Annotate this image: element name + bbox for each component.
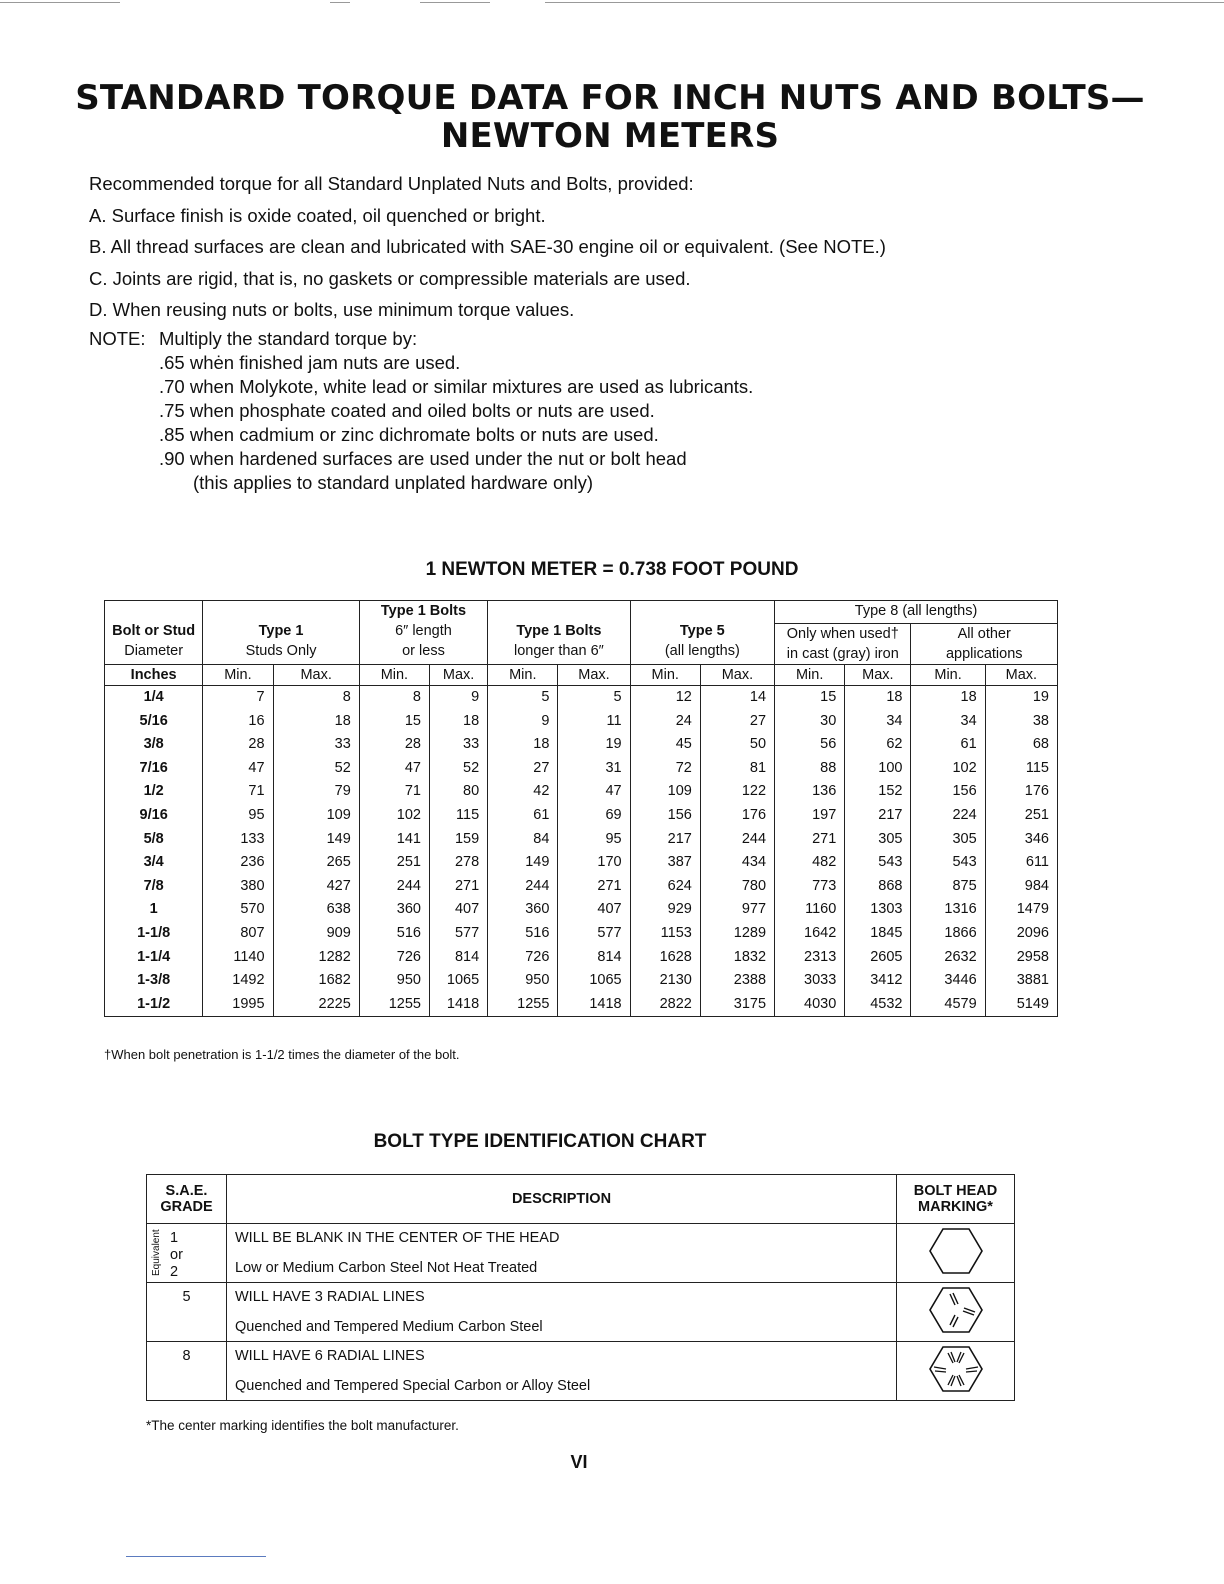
torque-row [105, 898, 1058, 922]
dagger-footnote: †When bolt penetration is 1-1/2 times the diameter of the bolt. [104, 1047, 460, 1062]
scan-edge-line [330, 2, 350, 3]
torque-value-cell: 638 [273, 898, 359, 922]
torque-value-cell: 2632 [911, 946, 985, 970]
hex-blank-icon [928, 1226, 984, 1276]
material-line: Low or Medium Carbon Steel Not Heat Treated [235, 1260, 538, 1276]
torque-value-cell: 2313 [775, 946, 845, 970]
scan-edge-line [545, 2, 1224, 3]
header-text: Studs Only [245, 643, 317, 659]
header-text: Bolt or Stud [112, 623, 196, 639]
grade-row [147, 1283, 1015, 1342]
torque-value-cell: 38 [985, 710, 1057, 734]
grade-value: 1 [170, 1230, 179, 1246]
header-text: MARKING* [918, 1199, 993, 1215]
torque-value-cell: 79 [273, 780, 359, 804]
header-text: Type 1 Bolts [380, 603, 467, 619]
torque-value-cell: 387 [630, 851, 700, 875]
header-text: Type 5 [679, 623, 725, 639]
inches-header: Inches [105, 665, 203, 686]
torque-row [105, 757, 1058, 781]
torque-value-cell: 115 [430, 804, 488, 828]
torque-value-cell: 807 [203, 922, 273, 946]
torque-value-cell: 217 [630, 828, 700, 852]
bolt-size-cell: 3/8 [105, 733, 203, 757]
torque-value-cell: 102 [359, 804, 429, 828]
torque-value-cell: 271 [430, 875, 488, 899]
torque-value-cell: 984 [985, 875, 1057, 899]
torque-value-cell: 516 [488, 922, 558, 946]
torque-value-cell: 52 [273, 757, 359, 781]
torque-value-cell: 977 [700, 898, 774, 922]
torque-value-cell: 1866 [911, 922, 985, 946]
torque-row [105, 686, 1058, 710]
torque-value-cell: 72 [630, 757, 700, 781]
torque-value-cell: 52 [430, 757, 488, 781]
torque-value-cell: 1418 [430, 993, 488, 1017]
ident-chart-title: BOLT TYPE IDENTIFICATION CHART [373, 1131, 707, 1152]
description-line: WILL BE BLANK IN THE CENTER OF THE HEAD [235, 1230, 560, 1246]
torque-value-cell: 244 [488, 875, 558, 899]
torque-value-cell: 159 [430, 828, 488, 852]
torque-value-cell: 34 [845, 710, 911, 734]
torque-value-cell: 33 [430, 733, 488, 757]
torque-value-cell: 543 [911, 851, 985, 875]
note-item: .65 whėn finished jam nuts are used. [159, 352, 461, 373]
header-text: applications [945, 646, 1023, 662]
torque-value-cell: 16 [203, 710, 273, 734]
hex-3-lines-icon [928, 1285, 984, 1335]
torque-row [105, 804, 1058, 828]
torque-value-cell: 271 [558, 875, 630, 899]
torque-value-cell: 69 [558, 804, 630, 828]
torque-value-cell: 2225 [273, 993, 359, 1017]
torque-value-cell: 305 [911, 828, 985, 852]
torque-value-cell: 8 [359, 686, 429, 710]
torque-value-cell: 482 [775, 851, 845, 875]
note-item: .70 when Molykote, white lead or similar mixtures are used as lubricants. [159, 376, 754, 397]
torque-value-cell: 1492 [203, 969, 273, 993]
grade-cell [147, 1224, 227, 1283]
torque-value-cell: 34 [911, 710, 985, 734]
torque-value-cell: 1316 [911, 898, 985, 922]
torque-value-cell: 7 [203, 686, 273, 710]
torque-value-cell: 80 [430, 780, 488, 804]
torque-value-cell: 42 [488, 780, 558, 804]
torque-value-cell: 100 [845, 757, 911, 781]
torque-value-cell: 141 [359, 828, 429, 852]
equivalent-label: Equivalent [151, 1229, 162, 1277]
torque-value-cell: 346 [985, 828, 1057, 852]
torque-value-cell: 5 [558, 686, 630, 710]
torque-value-cell: 909 [273, 922, 359, 946]
condition-item: D. When reusing nuts or bolts, use minimum torque values. [89, 299, 575, 320]
bolt-size-cell: 1-3/8 [105, 969, 203, 993]
type8-other-header [911, 624, 1058, 665]
torque-value-cell: 176 [985, 780, 1057, 804]
hex-6-lines-icon [928, 1344, 984, 1394]
description-cell [227, 1283, 897, 1342]
note-item: .90 when hardened surfaces are used under the nut or bolt head [159, 448, 687, 469]
torque-value-cell: 1160 [775, 898, 845, 922]
torque-value-cell: 176 [700, 804, 774, 828]
torque-value-cell: 1418 [558, 993, 630, 1017]
torque-value-cell: 3175 [700, 993, 774, 1017]
torque-value-cell: 2388 [700, 969, 774, 993]
torque-value-cell: 1479 [985, 898, 1057, 922]
torque-value-cell: 170 [558, 851, 630, 875]
torque-value-cell: 18 [273, 710, 359, 734]
bolt-size-cell: 7/8 [105, 875, 203, 899]
torque-value-cell: 950 [359, 969, 429, 993]
torque-value-cell: 30 [775, 710, 845, 734]
marking-header [897, 1175, 1015, 1224]
torque-value-cell: 102 [911, 757, 985, 781]
torque-row [105, 875, 1058, 899]
torque-value-cell: 95 [558, 828, 630, 852]
torque-value-cell: 2096 [985, 922, 1057, 946]
torque-value-cell: 11 [558, 710, 630, 734]
torque-value-cell: 33 [273, 733, 359, 757]
torque-value-cell: 217 [845, 804, 911, 828]
torque-value-cell: 136 [775, 780, 845, 804]
torque-value-cell: 56 [775, 733, 845, 757]
torque-value-cell: 95 [203, 804, 273, 828]
min-header: Min. [775, 665, 845, 686]
torque-value-cell: 19 [985, 686, 1057, 710]
bolt-ident-table [146, 1174, 1015, 1401]
torque-value-cell: 88 [775, 757, 845, 781]
torque-value-cell: 3412 [845, 969, 911, 993]
torque-value-cell: 726 [359, 946, 429, 970]
header-text: BOLT HEAD [913, 1183, 998, 1199]
bolt-size-cell: 1/4 [105, 686, 203, 710]
torque-value-cell: 236 [203, 851, 273, 875]
grade-or: or [170, 1247, 183, 1263]
torque-value-cell: 27 [700, 710, 774, 734]
torque-value-cell: 360 [359, 898, 429, 922]
torque-value-cell: 570 [203, 898, 273, 922]
condition-item: A. Surface finish is oxide coated, oil quenched or bright. [89, 204, 546, 226]
bolt-size-cell: 5/16 [105, 710, 203, 734]
min-header: Min. [630, 665, 700, 686]
bolt-size-cell: 7/16 [105, 757, 203, 781]
torque-value-cell: 45 [630, 733, 700, 757]
scan-edge-line [0, 2, 120, 3]
torque-value-cell: 5149 [985, 993, 1057, 1017]
torque-value-cell: 4579 [911, 993, 985, 1017]
min-header: Min. [488, 665, 558, 686]
note-sub: (this applies to standard unplated hardware only) [193, 472, 594, 493]
max-header: Max. [558, 665, 630, 686]
header-text: GRADE [160, 1199, 213, 1215]
description-cell [227, 1224, 897, 1283]
torque-value-cell: 244 [359, 875, 429, 899]
header-text: All other [957, 626, 1011, 642]
torque-value-cell: 1255 [488, 993, 558, 1017]
torque-value-cell: 1995 [203, 993, 273, 1017]
torque-value-cell: 156 [911, 780, 985, 804]
torque-value-cell: 4532 [845, 993, 911, 1017]
header-text: 6″ length [395, 623, 452, 639]
torque-value-cell: 2605 [845, 946, 911, 970]
note-label: NOTE: [89, 328, 146, 349]
page-number: VI [570, 1452, 588, 1472]
type8-cast-iron-header [775, 624, 911, 665]
type5-header [630, 601, 774, 665]
torque-value-cell: 28 [359, 733, 429, 757]
header-text: or less [402, 643, 445, 659]
torque-value-cell: 2822 [630, 993, 700, 1017]
torque-table [104, 600, 1058, 1017]
bolt-size-cell: 1/2 [105, 780, 203, 804]
torque-value-cell: 3033 [775, 969, 845, 993]
grade-header [147, 1175, 227, 1224]
torque-value-cell: 780 [700, 875, 774, 899]
torque-row [105, 946, 1058, 970]
grade-cell: 8 [147, 1342, 227, 1401]
min-header: Min. [911, 665, 985, 686]
torque-value-cell: 122 [700, 780, 774, 804]
torque-value-cell: 1065 [430, 969, 488, 993]
torque-value-cell: 1628 [630, 946, 700, 970]
torque-value-cell: 115 [985, 757, 1057, 781]
torque-row [105, 851, 1058, 875]
conversion-heading: 1 NEWTON METER = 0.738 FOOT POUND [425, 559, 799, 580]
torque-value-cell: 577 [558, 922, 630, 946]
torque-value-cell: 875 [911, 875, 985, 899]
torque-value-cell: 71 [359, 780, 429, 804]
header-text: Diameter [124, 643, 184, 659]
torque-value-cell: 1065 [558, 969, 630, 993]
note-item: .85 when cadmium or zinc dichromate bolts or nuts are used. [159, 424, 659, 445]
torque-value-cell: 109 [630, 780, 700, 804]
torque-value-cell: 14 [700, 686, 774, 710]
bolt-size-cell: 1-1/4 [105, 946, 203, 970]
description-line: WILL HAVE 6 RADIAL LINES [235, 1348, 425, 1364]
marking-cell [897, 1342, 1015, 1401]
description-line: WILL HAVE 3 RADIAL LINES [235, 1289, 425, 1305]
torque-value-cell: 1255 [359, 993, 429, 1017]
torque-value-cell: 3446 [911, 969, 985, 993]
torque-value-cell: 4030 [775, 993, 845, 1017]
condition-item: C. Joints are rigid, that is, no gaskets or compressible materials are used. [89, 267, 691, 289]
torque-value-cell: 47 [203, 757, 273, 781]
torque-value-cell: 271 [775, 828, 845, 852]
torque-value-cell: 265 [273, 851, 359, 875]
torque-value-cell: 2130 [630, 969, 700, 993]
torque-value-cell: 278 [430, 851, 488, 875]
bolt-size-cell: 9/16 [105, 804, 203, 828]
torque-value-cell: 407 [558, 898, 630, 922]
torque-value-cell: 1832 [700, 946, 774, 970]
torque-row [105, 828, 1058, 852]
torque-value-cell: 81 [700, 757, 774, 781]
max-header: Max. [985, 665, 1057, 686]
torque-value-cell: 1282 [273, 946, 359, 970]
page-subtitle: NEWTON METERS [440, 116, 780, 156]
torque-row [105, 710, 1058, 734]
torque-row [105, 969, 1058, 993]
header-text: (all lengths) [664, 643, 740, 659]
header-text: in cast (gray) iron [786, 646, 899, 662]
torque-value-cell: 9 [430, 686, 488, 710]
torque-value-cell: 407 [430, 898, 488, 922]
torque-value-cell: 28 [203, 733, 273, 757]
torque-value-cell: 71 [203, 780, 273, 804]
type1-bolts-long-header [488, 601, 630, 665]
grade-cell: 5 [147, 1283, 227, 1342]
torque-value-cell: 15 [359, 710, 429, 734]
torque-value-cell: 1845 [845, 922, 911, 946]
torque-value-cell: 516 [359, 922, 429, 946]
torque-value-cell: 929 [630, 898, 700, 922]
grade-row [147, 1342, 1015, 1401]
torque-value-cell: 1289 [700, 922, 774, 946]
min-header: Min. [359, 665, 429, 686]
torque-value-cell: 47 [359, 757, 429, 781]
max-header: Max. [273, 665, 359, 686]
star-footnote: *The center marking identifies the bolt manufacturer. [146, 1418, 459, 1433]
torque-value-cell: 149 [488, 851, 558, 875]
description-cell [227, 1342, 897, 1401]
max-header: Max. [430, 665, 488, 686]
header-text: S.A.E. [165, 1183, 208, 1199]
note-item: .75 when phosphate coated and oiled bolts or nuts are used. [159, 400, 655, 421]
torque-value-cell: 18 [845, 686, 911, 710]
page-title: STANDARD TORQUE DATA FOR INCH NUTS AND BOLTS— [75, 78, 1145, 118]
torque-value-cell: 624 [630, 875, 700, 899]
torque-value-cell: 18 [911, 686, 985, 710]
torque-value-cell: 24 [630, 710, 700, 734]
torque-value-cell: 156 [630, 804, 700, 828]
torque-value-cell: 5 [488, 686, 558, 710]
header-text: Only when used† [786, 626, 899, 642]
torque-row [105, 733, 1058, 757]
torque-value-cell: 1682 [273, 969, 359, 993]
torque-value-cell: 868 [845, 875, 911, 899]
torque-value-cell: 109 [273, 804, 359, 828]
torque-value-cell: 251 [359, 851, 429, 875]
header-text: Type 1 [258, 623, 304, 639]
torque-value-cell: 814 [558, 946, 630, 970]
bolt-size-cell: 1-1/2 [105, 993, 203, 1017]
torque-value-cell: 149 [273, 828, 359, 852]
torque-value-cell: 1140 [203, 946, 273, 970]
torque-value-cell: 27 [488, 757, 558, 781]
material-line: Quenched and Tempered Medium Carbon Steel [235, 1319, 543, 1335]
description-header: DESCRIPTION [227, 1175, 897, 1224]
marking-cell [897, 1283, 1015, 1342]
torque-value-cell: 61 [911, 733, 985, 757]
note-block [89, 327, 1109, 495]
torque-value-cell: 9 [488, 710, 558, 734]
torque-row [105, 993, 1058, 1017]
bolt-size-cell: 3/4 [105, 851, 203, 875]
torque-table-body [105, 686, 1058, 1017]
torque-value-cell: 577 [430, 922, 488, 946]
marking-cell [897, 1224, 1015, 1283]
torque-value-cell: 15 [775, 686, 845, 710]
header-text: Type 1 Bolts [516, 623, 602, 639]
grade-value: 2 [170, 1264, 179, 1280]
torque-value-cell: 224 [911, 804, 985, 828]
max-header: Max. [700, 665, 774, 686]
bolt-size-cell: 1 [105, 898, 203, 922]
scan-edge-line [126, 1556, 266, 1557]
torque-value-cell: 3881 [985, 969, 1057, 993]
torque-value-cell: 251 [985, 804, 1057, 828]
torque-value-cell: 18 [488, 733, 558, 757]
max-header: Max. [845, 665, 911, 686]
torque-value-cell: 19 [558, 733, 630, 757]
note-lead: Multiply the standard torque by: [159, 328, 418, 349]
torque-row [105, 780, 1058, 804]
condition-item: B. All thread surfaces are clean and lubricated with SAE-30 engine oil or equivalent. (See NOTE.) [89, 236, 886, 257]
torque-value-cell: 1303 [845, 898, 911, 922]
torque-value-cell: 434 [700, 851, 774, 875]
torque-value-cell: 2958 [985, 946, 1057, 970]
torque-value-cell: 611 [985, 851, 1057, 875]
torque-value-cell: 18 [430, 710, 488, 734]
torque-value-cell: 152 [845, 780, 911, 804]
torque-value-cell: 244 [700, 828, 774, 852]
material-line: Quenched and Tempered Special Carbon or Alloy Steel [235, 1378, 591, 1394]
torque-value-cell: 305 [845, 828, 911, 852]
grade-row [147, 1224, 1015, 1283]
torque-value-cell: 47 [558, 780, 630, 804]
type8-header: Type 8 (all lengths) [775, 601, 1058, 624]
torque-value-cell: 50 [700, 733, 774, 757]
intro-lead: Recommended torque for all Standard Unplated Nuts and Bolts, provided: [89, 173, 694, 194]
torque-value-cell: 61 [488, 804, 558, 828]
torque-row [105, 922, 1058, 946]
torque-value-cell: 380 [203, 875, 273, 899]
torque-value-cell: 360 [488, 898, 558, 922]
torque-value-cell: 197 [775, 804, 845, 828]
torque-value-cell: 62 [845, 733, 911, 757]
header-text: longer than 6″ [513, 643, 604, 659]
bolt-diameter-header [105, 601, 203, 665]
torque-value-cell: 814 [430, 946, 488, 970]
torque-value-cell: 1153 [630, 922, 700, 946]
intro-conditions [89, 168, 1109, 326]
torque-value-cell: 773 [775, 875, 845, 899]
bolt-size-cell: 5/8 [105, 828, 203, 852]
torque-value-cell: 84 [488, 828, 558, 852]
torque-value-cell: 726 [488, 946, 558, 970]
type1-studs-header [203, 601, 359, 665]
torque-value-cell: 133 [203, 828, 273, 852]
torque-value-cell: 31 [558, 757, 630, 781]
torque-value-cell: 68 [985, 733, 1057, 757]
torque-value-cell: 1642 [775, 922, 845, 946]
torque-value-cell: 12 [630, 686, 700, 710]
min-header: Min. [203, 665, 273, 686]
bolt-size-cell: 1-1/8 [105, 922, 203, 946]
scan-edge-line [420, 2, 490, 3]
torque-value-cell: 543 [845, 851, 911, 875]
torque-value-cell: 427 [273, 875, 359, 899]
type1-bolts-6in-header [359, 601, 487, 665]
torque-value-cell: 950 [488, 969, 558, 993]
torque-value-cell: 8 [273, 686, 359, 710]
